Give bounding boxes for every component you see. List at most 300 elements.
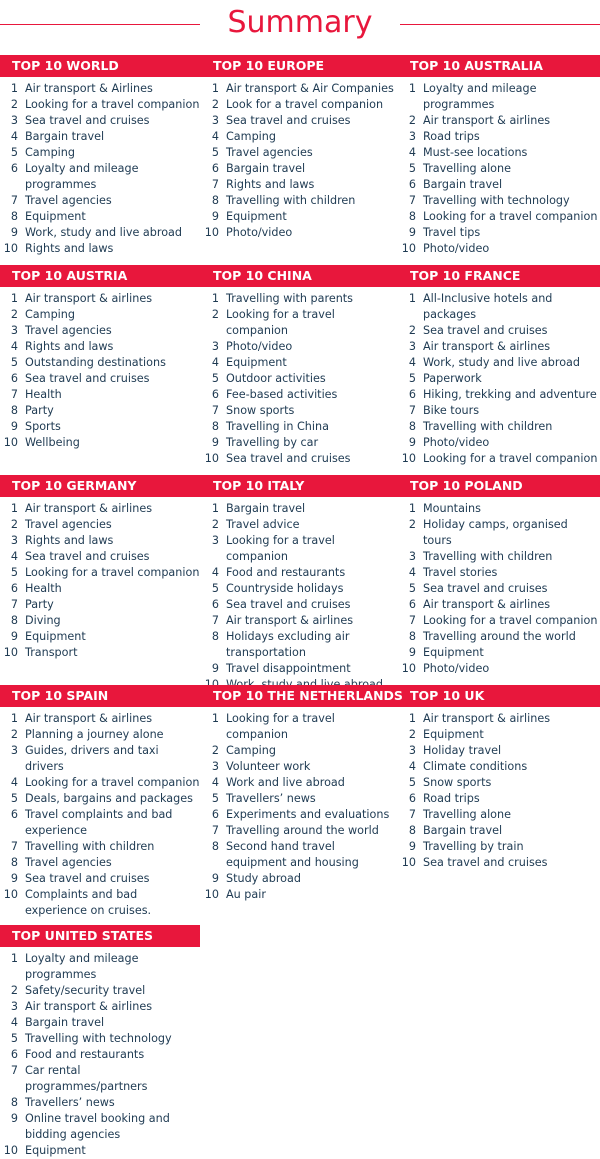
list-item — [0, 549, 200, 565]
list-item — [201, 209, 396, 225]
item-label: Air transport & airlines — [423, 598, 551, 611]
list-item — [201, 565, 396, 581]
rank-number: 9 — [10, 226, 18, 239]
rank-number: 8 — [211, 840, 219, 853]
rank-number: 5 — [211, 582, 219, 595]
rank-number: 10 — [401, 452, 416, 465]
item-label: Travel agencies — [25, 324, 112, 337]
list-item — [0, 501, 200, 517]
list-item — [0, 97, 200, 113]
list-item — [201, 355, 396, 371]
item-label: Study abroad — [226, 872, 301, 885]
item-label: Equipment — [25, 1144, 86, 1157]
item-label: Looking for a travel companion — [423, 614, 598, 627]
rank-number: 9 — [211, 436, 219, 449]
ranking-column — [201, 81, 396, 241]
list-item — [0, 727, 200, 743]
rank-number: 10 — [3, 646, 18, 659]
top10-section — [0, 55, 600, 255]
item-label: Travel agencies — [226, 146, 313, 159]
list-item — [0, 999, 200, 1015]
item-label: Travel agencies — [25, 856, 112, 869]
rank-number: 7 — [10, 194, 18, 207]
rank-number: 2 — [10, 984, 18, 997]
item-label: Bargain travel — [25, 130, 105, 143]
item-label: Party — [25, 404, 54, 417]
list-item — [201, 161, 396, 177]
rank-number: 7 — [408, 614, 416, 627]
item-label: Sports — [25, 420, 61, 433]
item-label: Bargain travel — [226, 162, 306, 175]
rank-number: 9 — [408, 840, 416, 853]
rank-number: 9 — [408, 436, 416, 449]
list-item — [201, 743, 396, 759]
ranking-list — [201, 81, 396, 241]
section-heading: TOP 10 ITALY — [213, 478, 305, 493]
item-label: Travelling by car — [226, 436, 319, 449]
item-label: Sea travel and cruises — [423, 582, 548, 595]
list-item — [0, 241, 200, 257]
rank-number: 3 — [408, 744, 416, 757]
list-item — [0, 1047, 200, 1063]
item-label: Travel stories — [423, 566, 498, 579]
list-item — [201, 613, 396, 629]
list-item — [398, 565, 598, 581]
ranking-list — [398, 81, 598, 257]
item-label: Snow sports — [226, 404, 295, 417]
rank-number: 4 — [408, 356, 416, 369]
list-item — [201, 807, 396, 823]
list-item — [0, 645, 200, 661]
list-item — [398, 807, 598, 823]
list-item — [398, 403, 598, 419]
list-item — [398, 435, 598, 451]
item-label: Travelling by train — [423, 840, 524, 853]
item-label: Bargain travel — [423, 178, 503, 191]
rank-number: 3 — [408, 550, 416, 563]
item-label: Snow sports — [423, 776, 492, 789]
rank-number: 6 — [408, 792, 416, 805]
list-item — [0, 887, 200, 919]
rank-number: 2 — [10, 98, 18, 111]
rank-number: 4 — [408, 566, 416, 579]
rank-number: 6 — [10, 372, 18, 385]
rank-number: 6 — [408, 388, 416, 401]
rank-number: 7 — [10, 388, 18, 401]
rank-number: 5 — [10, 146, 18, 159]
list-item — [398, 517, 598, 549]
rank-number: 8 — [211, 420, 219, 433]
item-label: Looking for a travel companion — [423, 452, 598, 465]
list-item — [398, 549, 598, 565]
rank-number: 4 — [10, 130, 18, 143]
item-label: Equipment — [423, 646, 484, 659]
item-label: Experiments and evaluations — [226, 808, 390, 821]
ranking-list — [0, 711, 200, 919]
item-label: Air transport & Airlines — [25, 82, 153, 95]
item-label: Sea travel and cruises — [226, 452, 351, 465]
rank-number: 3 — [10, 324, 18, 337]
list-item — [398, 759, 598, 775]
list-item — [201, 871, 396, 887]
list-item — [0, 807, 200, 839]
list-item — [0, 839, 200, 855]
list-item — [398, 645, 598, 661]
rank-number: 10 — [3, 436, 18, 449]
list-item — [398, 629, 598, 645]
item-label: Travelling alone — [423, 808, 512, 821]
rank-number: 1 — [10, 952, 18, 965]
ranking-column — [201, 711, 396, 903]
item-label: Food and restaurants — [226, 566, 346, 579]
list-item — [201, 759, 396, 775]
list-item — [201, 129, 396, 145]
rank-number: 4 — [408, 760, 416, 773]
item-label: Photo/video — [423, 436, 490, 449]
rank-number: 6 — [10, 1048, 18, 1061]
list-item — [0, 629, 200, 645]
item-label: Online travel booking and bidding agencies — [25, 1112, 170, 1141]
list-item — [398, 129, 598, 145]
rank-number: 9 — [10, 630, 18, 643]
list-item — [398, 387, 598, 403]
rank-number: 2 — [408, 518, 416, 531]
item-label: Health — [25, 388, 62, 401]
rank-number: 2 — [408, 728, 416, 741]
list-item — [0, 597, 200, 613]
item-label: Outdoor activities — [226, 372, 326, 385]
rank-number: 10 — [3, 888, 18, 901]
section-heading: TOP 10 WORLD — [12, 58, 119, 73]
rank-number: 2 — [10, 728, 18, 741]
item-label: All-Inclusive hotels and packages — [423, 292, 553, 321]
ranking-list — [0, 291, 200, 451]
list-item — [0, 355, 200, 371]
section-heading: TOP 10 THE NETHERLANDS — [213, 688, 403, 703]
list-item — [0, 517, 200, 533]
item-label: Travelling in China — [226, 420, 329, 433]
rank-number: 5 — [408, 776, 416, 789]
list-item — [201, 775, 396, 791]
item-label: Second hand travel equipment and housing — [226, 840, 359, 869]
list-item — [201, 371, 396, 387]
item-label: Look for a travel companion — [226, 98, 384, 111]
list-item — [201, 435, 396, 451]
list-item — [0, 1095, 200, 1111]
rank-number: 8 — [408, 420, 416, 433]
item-label: Camping — [226, 130, 276, 143]
ranking-column — [0, 291, 200, 451]
item-label: Equipment — [226, 210, 287, 223]
item-label: Bargain travel — [25, 1016, 105, 1029]
ranking-column — [0, 501, 200, 661]
item-label: Travelling around the world — [226, 824, 379, 837]
list-item — [398, 145, 598, 161]
rank-number: 7 — [211, 824, 219, 837]
list-item — [398, 291, 598, 323]
rank-number: 5 — [408, 582, 416, 595]
item-label: Air transport & airlines — [423, 340, 551, 353]
list-item — [398, 791, 598, 807]
list-item — [0, 1063, 200, 1095]
list-item — [0, 113, 200, 129]
page-header — [0, 0, 600, 50]
rank-number: 10 — [401, 856, 416, 869]
rank-number: 3 — [408, 130, 416, 143]
item-label: Looking for a travel companion — [25, 776, 200, 789]
item-label: Looking for a travel companion — [226, 712, 335, 741]
rank-number: 1 — [10, 502, 18, 515]
rank-number: 7 — [408, 404, 416, 417]
rank-number: 2 — [10, 308, 18, 321]
section-heading: TOP 10 CHINA — [213, 268, 312, 283]
rank-number: 4 — [10, 1016, 18, 1029]
item-label: Travelling with children — [25, 840, 155, 853]
rank-number: 5 — [211, 792, 219, 805]
item-label: Travel disappointment — [226, 662, 351, 675]
list-item — [201, 225, 396, 241]
list-item — [0, 323, 200, 339]
rank-number: 9 — [10, 420, 18, 433]
list-item — [398, 225, 598, 241]
item-label: Travel complaints and bad experience — [25, 808, 173, 837]
item-label: Sea travel and cruises — [25, 114, 150, 127]
rank-number: 7 — [10, 1064, 18, 1077]
item-label: Mountains — [423, 502, 481, 515]
section-heading: TOP 10 POLAND — [410, 478, 523, 493]
item-label: Transport — [25, 646, 78, 659]
rank-number: 7 — [211, 404, 219, 417]
item-label: Air transport & airlines — [423, 712, 551, 725]
rank-number: 10 — [401, 242, 416, 255]
rank-number: 9 — [10, 1112, 18, 1125]
ranking-column — [398, 291, 598, 467]
list-item — [201, 711, 396, 743]
list-item — [398, 113, 598, 129]
rank-number: 4 — [10, 776, 18, 789]
item-label: Complaints and bad experience on cruises. — [25, 888, 152, 917]
list-item — [0, 983, 200, 999]
list-item — [0, 371, 200, 387]
rank-number: 10 — [204, 226, 219, 239]
item-label: Travelling with technology — [25, 1032, 172, 1045]
item-label: Looking for a travel companion — [25, 566, 200, 579]
item-label: Travelling with parents — [226, 292, 354, 305]
list-item — [0, 711, 200, 727]
list-item — [201, 839, 396, 871]
rank-number: 7 — [211, 614, 219, 627]
ranking-list — [0, 501, 200, 661]
item-label: Rights and laws — [25, 242, 114, 255]
item-label: Camping — [25, 308, 75, 321]
rank-number: 10 — [204, 452, 219, 465]
section-heading: TOP 10 AUSTRALIA — [410, 58, 543, 73]
rank-number: 10 — [401, 662, 416, 675]
rank-number: 4 — [10, 340, 18, 353]
item-label: Holidays excluding air transportation — [226, 630, 350, 659]
list-item — [398, 339, 598, 355]
item-label: Work, study and live abroad — [25, 226, 183, 239]
rank-number: 4 — [211, 356, 219, 369]
item-label: Planning a journey alone — [25, 728, 164, 741]
rank-number: 9 — [408, 226, 416, 239]
rank-number: 3 — [10, 744, 18, 757]
list-item — [0, 419, 200, 435]
item-label: Travellers’ news — [25, 1096, 115, 1109]
list-item — [0, 613, 200, 629]
item-label: Sea travel and cruises — [423, 324, 548, 337]
rank-number: 1 — [10, 292, 18, 305]
list-item — [0, 533, 200, 549]
ranking-list — [0, 951, 200, 1159]
ranking-list — [201, 501, 396, 693]
list-item — [201, 597, 396, 613]
list-item — [201, 533, 396, 565]
rank-number: 4 — [211, 566, 219, 579]
rank-number: 6 — [211, 388, 219, 401]
list-item — [0, 951, 200, 983]
rank-number: 7 — [408, 194, 416, 207]
item-label: Equipment — [25, 210, 86, 223]
item-label: Air transport & airlines — [423, 114, 551, 127]
rank-number: 3 — [10, 114, 18, 127]
rank-number: 7 — [10, 598, 18, 611]
list-item — [398, 613, 598, 629]
item-label: Photo/video — [226, 340, 293, 353]
item-label: Work, study and live abroad — [423, 356, 581, 369]
rank-number: 3 — [10, 534, 18, 547]
item-label: Paperwork — [423, 372, 482, 385]
section-heading: TOP UNITED STATES — [12, 928, 154, 943]
item-label: Travel agencies — [25, 194, 112, 207]
rank-number: 6 — [10, 582, 18, 595]
rank-number: 2 — [211, 744, 219, 757]
rank-number: 1 — [211, 712, 219, 725]
section-heading: TOP 10 GERMANY — [12, 478, 137, 493]
list-item — [201, 113, 396, 129]
rank-number: 1 — [211, 502, 219, 515]
list-item — [398, 855, 598, 871]
item-label: Looking for a travel companion — [423, 210, 598, 223]
list-item — [201, 501, 396, 517]
list-item — [0, 775, 200, 791]
item-label: Travel tips — [423, 226, 481, 239]
item-label: Looking for a travel companion — [25, 98, 200, 111]
rank-number: 8 — [408, 824, 416, 837]
list-item — [0, 339, 200, 355]
list-item — [398, 355, 598, 371]
item-label: Sea travel and cruises — [226, 598, 351, 611]
list-item — [398, 597, 598, 613]
list-item — [0, 291, 200, 307]
rank-number: 9 — [10, 872, 18, 885]
rank-number: 5 — [10, 792, 18, 805]
list-item — [398, 501, 598, 517]
ranking-list — [398, 711, 598, 871]
list-item — [201, 193, 396, 209]
item-label: Safety/security travel — [25, 984, 146, 997]
list-item — [0, 565, 200, 581]
page-title: Summary — [227, 5, 373, 40]
list-item — [0, 435, 200, 451]
list-item — [398, 775, 598, 791]
list-item — [398, 177, 598, 193]
list-item — [398, 839, 598, 855]
section-heading: TOP 10 AUSTRIA — [12, 268, 128, 283]
rank-number: 1 — [211, 82, 219, 95]
item-label: Outstanding destinations — [25, 356, 166, 369]
rank-number: 2 — [408, 324, 416, 337]
item-label: Photo/video — [423, 662, 490, 675]
rank-number: 2 — [10, 518, 18, 531]
rank-number: 1 — [10, 82, 18, 95]
list-item — [398, 727, 598, 743]
list-item — [398, 451, 598, 467]
list-item — [398, 161, 598, 177]
list-item — [398, 371, 598, 387]
item-label: Wellbeing — [25, 436, 80, 449]
ranking-column — [201, 501, 396, 693]
list-item — [201, 517, 396, 533]
item-label: Looking for a travel companion — [226, 308, 335, 337]
list-item — [201, 581, 396, 597]
ranking-list — [201, 291, 396, 467]
item-label: Travelling with technology — [423, 194, 570, 207]
item-label: Sea travel and cruises — [25, 372, 150, 385]
ranking-column — [201, 291, 396, 467]
list-item — [0, 307, 200, 323]
list-item — [0, 161, 200, 193]
item-label: Photo/video — [423, 242, 490, 255]
ranking-column — [398, 81, 598, 257]
item-label: Camping — [226, 744, 276, 757]
list-item — [0, 855, 200, 871]
item-label: Rights and laws — [25, 340, 114, 353]
rank-number: 8 — [10, 1096, 18, 1109]
list-item — [398, 711, 598, 727]
section-heading: TOP 10 FRANCE — [410, 268, 521, 283]
list-item — [398, 241, 598, 257]
list-item — [201, 177, 396, 193]
list-item — [201, 97, 396, 113]
list-item — [0, 403, 200, 419]
rank-number: 3 — [211, 760, 219, 773]
item-label: Countryside holidays — [226, 582, 344, 595]
rank-number: 4 — [10, 550, 18, 563]
item-label: Car rental programmes/partners — [25, 1064, 148, 1093]
item-label: Air transport & airlines — [25, 502, 153, 515]
rank-number: 10 — [3, 1144, 18, 1157]
list-item — [398, 743, 598, 759]
item-label: Volunteer work — [226, 760, 311, 773]
rank-number: 2 — [211, 518, 219, 531]
ranking-list — [398, 291, 598, 467]
list-item — [398, 193, 598, 209]
rank-number: 1 — [10, 712, 18, 725]
item-label: Guides, drivers and taxi drivers — [25, 744, 159, 773]
item-label: Work and live abroad — [226, 776, 345, 789]
item-label: Looking for a travel companion — [226, 534, 335, 563]
item-label: Sea travel and cruises — [25, 550, 150, 563]
item-label: Rights and laws — [226, 178, 315, 191]
list-item — [0, 581, 200, 597]
list-item — [201, 451, 396, 467]
rank-number: 1 — [211, 292, 219, 305]
list-item — [398, 661, 598, 677]
item-label: Health — [25, 582, 62, 595]
list-item — [201, 387, 396, 403]
ranking-column — [0, 711, 200, 919]
